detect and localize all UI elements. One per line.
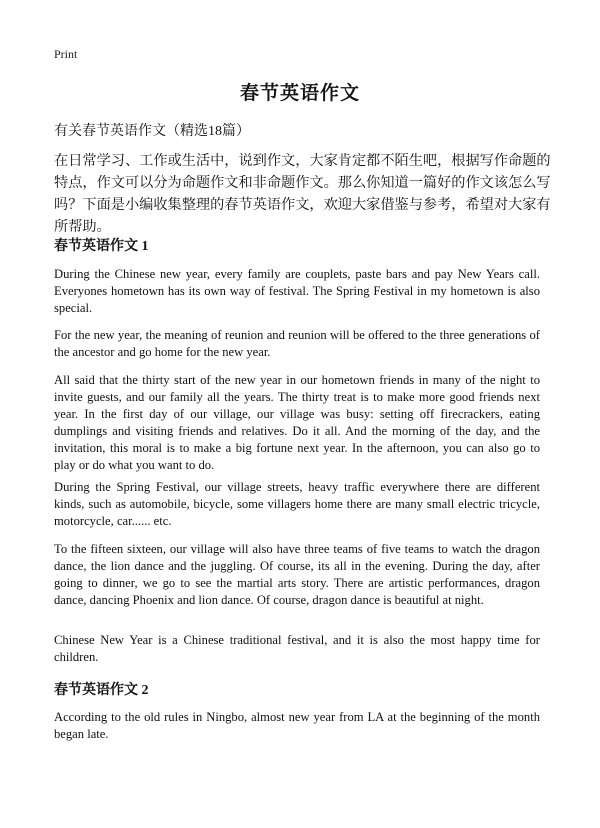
section-1-paragraph-6: Chinese New Year is a Chinese traditional festival, and it is also the most happy time for children. xyxy=(54,633,540,664)
subtitle: 有关春节英语作文（精选18篇） xyxy=(54,124,250,139)
section-1-paragraph-1: During the Chinese new year, every family are couplets, paste bars and pay New Years call. Everyones hometown has its own way of festival. The Spring Festival in my hometown is also special. xyxy=(54,267,540,315)
section-1-paragraph-2: For the new year, the meaning of reunion and reunion will be offered to the three generations of the ancestor and go home for the new year. xyxy=(54,328,540,359)
section-heading-1: 春节英语作文 1 xyxy=(54,239,149,254)
page-title: 春节英语作文 xyxy=(239,83,360,104)
section-2-paragraph-1: According to the old rules in Ningbo, almost new year from LA at the beginning of the month began late. xyxy=(54,710,540,741)
section-1-paragraph-5: To the fifteen sixteen, our village will also have three teams of five teams to watch the dragon dance, the lion dance and the juggling. Of course, its all in the evening. During the day, after going to dinner, we go to see the martial arts story. There are artistic performances, dragon dance, dancing Phoenix and lion dance. Of course, dragon dance is beautiful at night. xyxy=(54,542,540,607)
section-heading-2: 春节英语作文 2 xyxy=(54,683,149,698)
section-1-paragraph-4: During the Spring Festival, our village streets, heavy traffic everywhere there are different kinds, such as automobile, bicycle, some villagers home there are many small electric tricycle, motorcycle, car...... etc. xyxy=(54,480,540,528)
print-link[interactable]: Print xyxy=(54,47,78,61)
intro-paragraph: 在日常学习、工作或生活中，说到作文，大家肯定都不陌生吧，根据写作命题的特点，作文可以分为命题作文和非命题作文。那么你知道一篇好的作文该怎么写吗？下面是小编收集整理的春节英语作文，欢迎大家借鉴与参考，希望对大家有所帮助。 xyxy=(54,153,551,235)
section-1-paragraph-3: All said that the thirty start of the new year in our hometown friends in many of the night to invite guests, and our family all the years. The thirty treat is to make more good friends next year. In the first day of our village, our village was busy: setting off firecrackers, eating dumplings and visiting friends and relatives. Do it all. And the morning of the day, and the invitation, this moral is to make a big fortune next year. In the afternoon, you can also go to play or do what you want to do. xyxy=(54,373,540,472)
